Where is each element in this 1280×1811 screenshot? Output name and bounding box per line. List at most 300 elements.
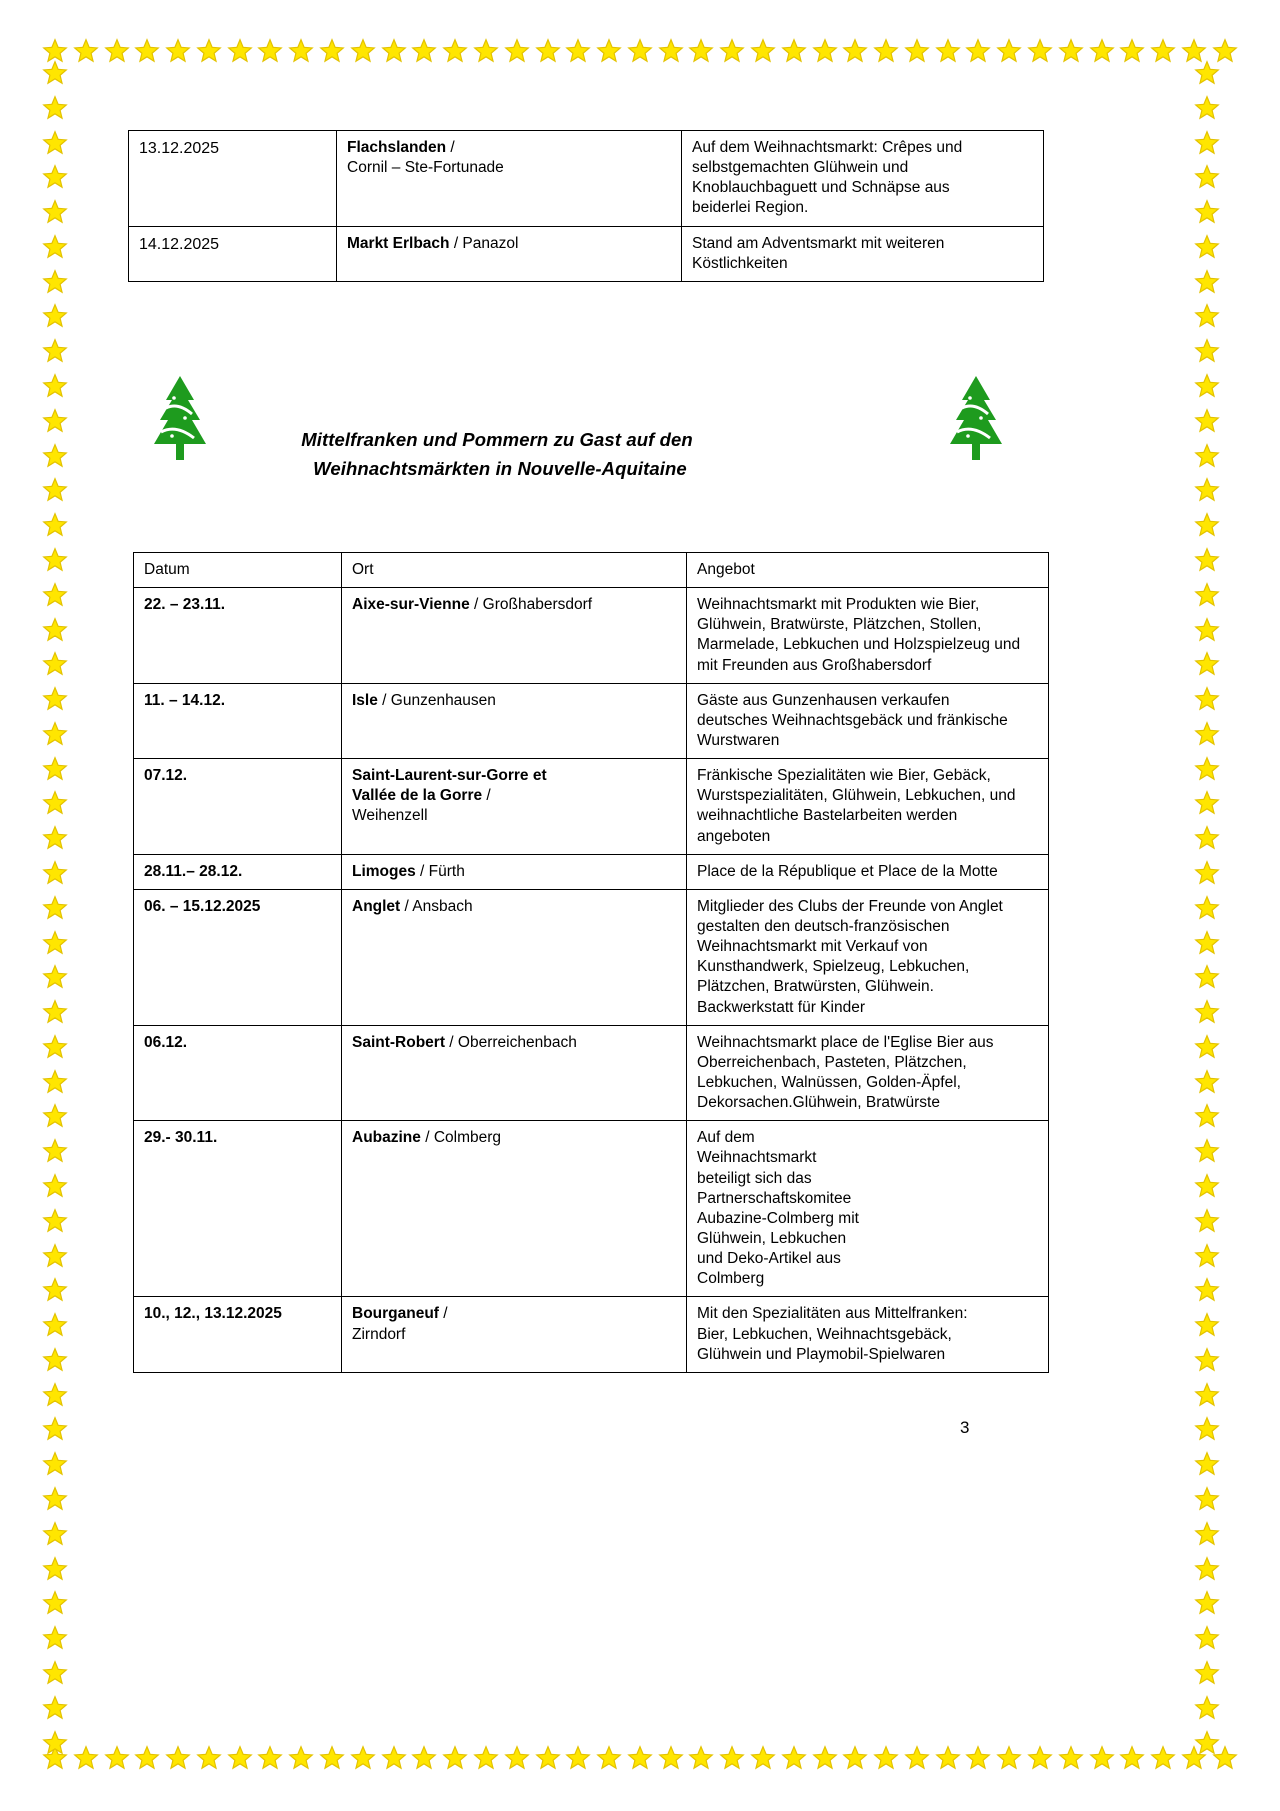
place-partner: / Großhabersdorf [469, 596, 593, 614]
star-icon [935, 38, 961, 64]
cell-date [134, 1025, 342, 1121]
offer-line: Wurstwaren [697, 731, 780, 749]
star-icon [996, 1745, 1022, 1771]
star-icon [812, 38, 838, 64]
offer-line: und Deko-Artikel aus [697, 1250, 841, 1268]
cell-offer [682, 131, 1044, 227]
star-icon [350, 1745, 376, 1771]
offer-line: Place de la République et Place de la Motte [697, 862, 998, 880]
offer-line: Fränkische Spezialitäten wie Bier, Gebäck, [697, 767, 991, 785]
star-icon [42, 721, 68, 747]
offer-line: Backwerkstatt für Kinder [697, 998, 865, 1016]
star-icon [1212, 1745, 1238, 1771]
star-icon [196, 1745, 222, 1771]
star-icon [134, 1745, 160, 1771]
star-icon [1194, 60, 1220, 86]
star-icon [1194, 1730, 1220, 1756]
table-row [134, 889, 1049, 1025]
place-partner: / Panazol [449, 234, 519, 252]
star-icon [42, 1660, 68, 1686]
star-icon [535, 38, 561, 64]
star-icon [165, 1745, 191, 1771]
star-icon [42, 1277, 68, 1303]
star-icon [627, 38, 653, 64]
star-icon [1119, 1745, 1145, 1771]
star-icon [1194, 95, 1220, 121]
star-icon [42, 999, 68, 1025]
star-icon [1194, 651, 1220, 677]
star-icon [1194, 1486, 1220, 1512]
star-icon [42, 1625, 68, 1651]
star-icon [42, 1745, 68, 1771]
star-icon [1194, 443, 1220, 469]
star-icon [658, 38, 684, 64]
star-icon [411, 1745, 437, 1771]
cell-offer [687, 1025, 1049, 1121]
star-icon [596, 1745, 622, 1771]
star-icon [42, 964, 68, 990]
star-icon [965, 38, 991, 64]
star-icon [1194, 999, 1220, 1025]
cell-place [342, 1297, 687, 1372]
cell-date [134, 759, 342, 855]
star-icon [42, 338, 68, 364]
star-icon [42, 95, 68, 121]
offer-line: gestalten den deutsch-französischen [697, 917, 950, 935]
star-icon [904, 38, 930, 64]
star-icon [42, 686, 68, 712]
star-icon [1194, 1347, 1220, 1373]
star-icon [1194, 617, 1220, 643]
offer-line: deutsches Weihnachtsgebäck und fränkische [697, 711, 1008, 729]
offer-line: Bier, Lebkuchen, Weihnachtsgebäck, [697, 1325, 952, 1343]
star-icon [257, 1745, 283, 1771]
offer-line: selbstgemachten Glühwein und [692, 159, 909, 177]
star-border-left [42, 38, 68, 1778]
star-icon [42, 930, 68, 956]
star-icon [42, 790, 68, 816]
offer-line: Stand am Adventsmarkt mit weiteren [692, 234, 945, 252]
star-icon [288, 1745, 314, 1771]
star-icon [1194, 547, 1220, 573]
star-icon [996, 38, 1022, 64]
cell-place [342, 854, 687, 889]
star-icon [42, 756, 68, 782]
star-icon [42, 1556, 68, 1582]
place-partner: / Colmberg [420, 1129, 502, 1147]
star-icon [688, 38, 714, 64]
star-icon [42, 303, 68, 329]
table-row [134, 1025, 1049, 1121]
cell-date [134, 889, 342, 1025]
star-icon [1150, 1745, 1176, 1771]
star-icon [1194, 1695, 1220, 1721]
star-icon [42, 408, 68, 434]
offer-line: Dekorsachen.Glühwein, Bratwürste [697, 1094, 940, 1112]
star-icon [42, 234, 68, 260]
star-icon [1194, 930, 1220, 956]
offer-line: Auf dem [697, 1129, 755, 1147]
date-value: 13.12.2025 [139, 140, 220, 157]
offer-line: angeboten [697, 827, 771, 845]
star-icon [73, 38, 99, 64]
star-icon [319, 1745, 345, 1771]
star-icon [42, 512, 68, 538]
table-row [134, 854, 1049, 889]
star-icon [1181, 38, 1207, 64]
star-icon [1194, 1034, 1220, 1060]
column-header-datum: Datum [134, 553, 342, 588]
star-icon [1194, 1243, 1220, 1269]
star-icon [42, 1103, 68, 1129]
star-icon [1119, 38, 1145, 64]
star-icon [1194, 234, 1220, 260]
star-icon [1194, 1382, 1220, 1408]
place-line-2: Cornil – Ste-Fortunade [347, 159, 504, 177]
cell-offer [687, 759, 1049, 855]
star-icon [381, 38, 407, 64]
star-icon [227, 38, 253, 64]
star-icon [1194, 338, 1220, 364]
star-icon [411, 38, 437, 64]
place-name: Saint-Robert [352, 1033, 445, 1051]
star-icon [781, 38, 807, 64]
star-icon [1089, 1745, 1115, 1771]
star-icon [42, 1521, 68, 1547]
star-icon [1194, 721, 1220, 747]
place-partner: / [482, 787, 491, 805]
star-icon [504, 1745, 530, 1771]
offer-line: Köstlichkeiten [692, 254, 788, 272]
date-value: 28.11.– 28.12. [144, 862, 243, 880]
star-icon [165, 38, 191, 64]
place-name: Saint-Laurent-sur-Gorre et [352, 767, 547, 785]
star-icon [42, 1243, 68, 1269]
date-value: 06. – 15.12.2025 [144, 897, 261, 915]
cell-place [342, 588, 687, 684]
star-icon [73, 1745, 99, 1771]
star-icon [42, 199, 68, 225]
date-value: 29.- 30.11. [144, 1129, 218, 1147]
offer-line: Oberreichenbach, Pasteten, Plätzchen, [697, 1053, 967, 1071]
star-icon [42, 1034, 68, 1060]
star-icon [257, 38, 283, 64]
column-header-angebot: Angebot [687, 553, 1049, 588]
cell-offer [687, 854, 1049, 889]
star-icon [134, 38, 160, 64]
star-icon [42, 825, 68, 851]
star-icon [196, 38, 222, 64]
table-row [129, 226, 1044, 281]
table-header-row [134, 553, 1049, 588]
cell-place [342, 1121, 687, 1297]
star-icon [42, 1451, 68, 1477]
star-icon [565, 1745, 591, 1771]
star-icon [442, 1745, 468, 1771]
star-icon [227, 1745, 253, 1771]
cell-offer [687, 1297, 1049, 1372]
column-header-ort: Ort [342, 553, 687, 588]
star-icon [873, 1745, 899, 1771]
star-icon [42, 1730, 68, 1756]
place-partner: / Fürth [415, 862, 465, 880]
star-icon [1194, 1103, 1220, 1129]
star-icon [42, 1695, 68, 1721]
star-icon [42, 443, 68, 469]
star-icon [473, 38, 499, 64]
star-icon [688, 1745, 714, 1771]
table-row [134, 759, 1049, 855]
star-icon [473, 1745, 499, 1771]
cell-place [342, 889, 687, 1025]
star-icon [1194, 1416, 1220, 1442]
star-icon [1150, 38, 1176, 64]
offer-line: Glühwein, Lebkuchen [697, 1229, 847, 1247]
cell-date [134, 1297, 342, 1372]
star-icon [1181, 1745, 1207, 1771]
star-icon [1194, 1277, 1220, 1303]
star-icon [42, 1347, 68, 1373]
offer-line: Aubazine-Colmberg mit [697, 1209, 859, 1227]
cell-place [342, 683, 687, 758]
star-border-top [0, 38, 1280, 64]
place-line-2: Zirndorf [352, 1325, 406, 1343]
star-icon [42, 1486, 68, 1512]
offer-line: mit Freunden aus Großhabersdorf [697, 656, 932, 674]
star-icon [535, 1745, 561, 1771]
offer-line: beteiligt sich das [697, 1169, 812, 1187]
star-icon [42, 860, 68, 886]
offer-line: Colmberg [697, 1270, 765, 1288]
place-partner: / [446, 139, 455, 156]
star-icon [1027, 1745, 1053, 1771]
star-icon [1194, 1208, 1220, 1234]
table-row [134, 588, 1049, 684]
star-border-bottom [0, 1745, 1280, 1771]
star-icon [42, 582, 68, 608]
offer-line: Glühwein und Playmobil-Spielwaren [697, 1345, 946, 1363]
cell-place [342, 1025, 687, 1121]
offer-line: Mitglieder des Clubs der Freunde von Anglet [697, 897, 1003, 915]
star-icon [1194, 164, 1220, 190]
offer-line: weihnachtliche Bastelarbeiten werden [697, 807, 958, 825]
date-value: 22. – 23.11. [144, 596, 226, 614]
star-icon [381, 1745, 407, 1771]
star-icon [42, 1173, 68, 1199]
star-icon [1194, 269, 1220, 295]
star-icon [42, 60, 68, 86]
star-icon [719, 1745, 745, 1771]
place-name: Anglet [352, 897, 401, 915]
star-icon [42, 477, 68, 503]
star-icon [1027, 38, 1053, 64]
offer-line: Wurstspezialitäten, Glühwein, Lebkuchen, und [697, 787, 1016, 805]
date-value: 07.12. [144, 767, 188, 785]
star-icon [1212, 38, 1238, 64]
table-row [129, 131, 1044, 227]
star-icon [1194, 512, 1220, 538]
star-icon [42, 38, 68, 64]
place-partner: / [438, 1305, 448, 1323]
cell-date [134, 854, 342, 889]
star-icon [288, 38, 314, 64]
star-icon [1194, 1312, 1220, 1338]
star-icon [1194, 373, 1220, 399]
cell-date [134, 683, 342, 758]
table-row [134, 1297, 1049, 1372]
cell-date [129, 131, 337, 227]
offer-line: Marmelade, Lebkuchen und Holzspielzeug und [697, 636, 1021, 654]
place-name: Flachslanden [347, 139, 447, 156]
offer-line: Weihnachtsmarkt mit Produkten wie Bier, [697, 596, 980, 614]
section-heading-line-2: Weihnachtsmärkten in Nouvelle-Aquitaine [313, 457, 687, 479]
cell-place [337, 226, 682, 281]
date-value: 10., 12., 13.12.2025 [144, 1305, 282, 1323]
star-icon [627, 1745, 653, 1771]
place-name: Markt Erlbach [347, 234, 450, 252]
star-icon [1194, 756, 1220, 782]
place-name: Bourganeuf [352, 1305, 439, 1323]
star-icon [965, 1745, 991, 1771]
place-name: Isle [352, 691, 378, 709]
star-icon [1194, 1451, 1220, 1477]
section-heading [262, 426, 732, 483]
markets-table-main [133, 552, 1049, 1373]
star-icon [1194, 130, 1220, 156]
offer-line: Knoblauchbaguett und Schnäpse aus [692, 179, 950, 197]
place-name: Aixe-sur-Vienne [352, 596, 470, 614]
star-icon [842, 1745, 868, 1771]
star-icon [42, 617, 68, 643]
star-icon [42, 651, 68, 677]
star-icon [42, 547, 68, 573]
star-icon [442, 38, 468, 64]
place-name: Aubazine [352, 1129, 421, 1147]
star-icon [1194, 1556, 1220, 1582]
star-icon [1194, 964, 1220, 990]
star-icon [1194, 582, 1220, 608]
star-icon [873, 38, 899, 64]
star-icon [1058, 1745, 1084, 1771]
offer-line: Weihnachtsmarkt [697, 1149, 817, 1167]
table-row [134, 1121, 1049, 1297]
page-number: 3 [960, 1418, 970, 1437]
star-icon [1194, 199, 1220, 225]
star-icon [1194, 408, 1220, 434]
star-icon [42, 1069, 68, 1095]
star-icon [1058, 38, 1084, 64]
offer-line: Partnerschaftskomitee [697, 1189, 852, 1207]
star-icon [1194, 1625, 1220, 1651]
star-icon [842, 38, 868, 64]
section-heading-line-1: Mittelfranken und Pommern zu Gast auf den [301, 429, 693, 450]
place-line-2: Weihenzell [352, 807, 428, 825]
place-partner: / Oberreichenbach [445, 1033, 577, 1051]
christmas-tree-icon [944, 374, 1008, 460]
star-icon [565, 38, 591, 64]
star-icon [319, 38, 345, 64]
star-icon [1194, 1590, 1220, 1616]
cell-place [342, 759, 687, 855]
star-icon [42, 373, 68, 399]
cell-offer [687, 889, 1049, 1025]
star-icon [42, 1138, 68, 1164]
star-icon [935, 1745, 961, 1771]
cell-place [337, 131, 682, 227]
date-value: 06.12. [144, 1033, 188, 1051]
cell-offer [682, 226, 1044, 281]
star-icon [596, 38, 622, 64]
star-icon [1194, 790, 1220, 816]
star-icon [1194, 1660, 1220, 1686]
star-icon [1194, 1069, 1220, 1095]
date-value: 14.12.2025 [139, 235, 220, 253]
star-icon [350, 38, 376, 64]
star-icon [1194, 825, 1220, 851]
star-icon [658, 1745, 684, 1771]
offer-line: Plätzchen, Bratwürsten, Glühwein. [697, 978, 934, 996]
table-row [134, 683, 1049, 758]
star-icon [812, 1745, 838, 1771]
star-icon [42, 1208, 68, 1234]
place-partner: / Ansbach [400, 897, 473, 915]
place-name: Limoges [352, 862, 416, 880]
place-name-cont: Vallée de la Gorre [352, 787, 483, 805]
star-icon [750, 38, 776, 64]
offer-line: Lebkuchen, Walnüssen, Golden-Äpfel, [697, 1073, 961, 1091]
star-icon [904, 1745, 930, 1771]
cell-date [134, 1121, 342, 1297]
star-icon [1194, 860, 1220, 886]
cell-offer [687, 1121, 1049, 1297]
place-partner: / Gunzenhausen [377, 691, 496, 709]
star-icon [42, 1312, 68, 1338]
cell-date [134, 588, 342, 684]
date-value: 11. – 14.12. [144, 691, 226, 709]
star-icon [42, 164, 68, 190]
star-icon [1194, 303, 1220, 329]
cell-offer [687, 683, 1049, 758]
offer-line: Weihnachtsmarkt mit Verkauf von [697, 938, 928, 956]
star-icon [504, 38, 530, 64]
star-icon [719, 38, 745, 64]
star-icon [42, 1382, 68, 1408]
star-icon [42, 1416, 68, 1442]
offer-line: Kunsthandwerk, Spielzeug, Lebkuchen, [697, 958, 970, 976]
offer-line: Gäste aus Gunzenhausen verkaufen [697, 691, 950, 709]
star-icon [42, 269, 68, 295]
star-icon [42, 130, 68, 156]
offer-line: Mit den Spezialitäten aus Mittelfranken: [697, 1305, 968, 1323]
star-icon [1194, 477, 1220, 503]
cell-date [129, 226, 337, 281]
star-icon [1194, 1173, 1220, 1199]
markets-table-continued [128, 130, 1044, 282]
star-icon [1194, 1521, 1220, 1547]
star-icon [104, 38, 130, 64]
star-icon [42, 895, 68, 921]
star-border-right [1194, 38, 1220, 1778]
star-icon [1089, 38, 1115, 64]
offer-line: Weihnachtsmarkt place de l'Eglise Bier aus [697, 1033, 994, 1051]
star-icon [1194, 686, 1220, 712]
cell-offer [687, 588, 1049, 684]
offer-line: beiderlei Region. [692, 199, 809, 217]
star-icon [781, 1745, 807, 1771]
offer-line: Glühwein, Bratwürste, Plätzchen, Stollen, [697, 616, 982, 634]
star-icon [104, 1745, 130, 1771]
star-icon [1194, 895, 1220, 921]
